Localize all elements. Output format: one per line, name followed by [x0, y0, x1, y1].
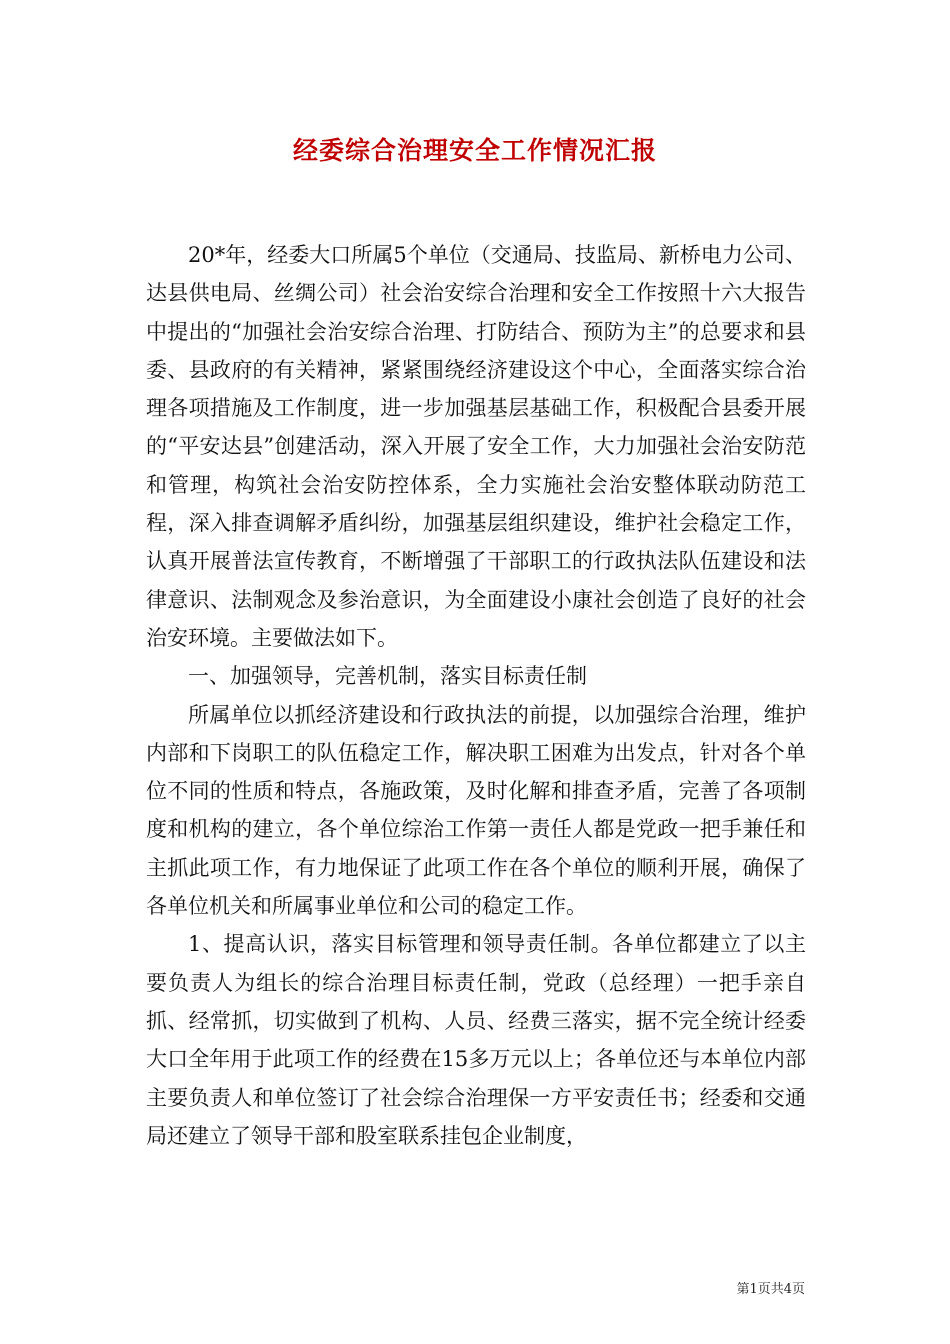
document-title: 经委综合治理安全工作情况汇报 — [292, 136, 657, 165]
paragraph-item-1: 1、提高认识，落实目标管理和领导责任制。各单位都建立了以主要负责人为组长的综合治理目标责任制，党政（总经理）一把手亲自抓、经常抓，切实做到了机构、人员、经费三落实，据不完全统计经委大口全年用于此项工作的经费在15多万元以上；各单位还与本单位内部主要负责人和单位签订了社会综合治理保一方平安责任书；经委和交通局还建立了领导干部和股室联系挂包企业制度， — [146, 932, 806, 1148]
paragraph-intro: 20*年，经委大口所属5个单位（交通局、技监局、新桥电力公司、达县供电局、丝绸公司）社会治安综合治理和安全工作按照十六大报告中提出的“加强社会治安综合治理、打防结合、预防为主”的总要求和县委、县政府的有关精神，紧紧围绕经济建设这个中心，全面落实综合治理各项措施及工作制度，进一步加强基层基础工作，积极配合县委开展的“平安达县”创建活动，深入开展了安全工作，大力加强社会治安防范和管理，构筑社会治安防控体系，全力实施社会治安整体联动防范工程，深入排查调解矛盾纠纷，加强基层组织建设，维护社会稳定工作，认真开展普法宣传教育，不断增强了干部职工的行政执法队伍建设和法律意识、法制观念及参治意识，为全面建设小康社会创造了良好的社会治安环境。主要做法如下。 — [146, 243, 806, 650]
paragraph-section-1: 所属单位以抓经济建设和行政执法的前提，以加强综合治理，维护内部和下岗职工的队伍稳定工作，解决职工困难为出发点，针对各个单位不同的性质和特点，各施政策，及时化解和排查矛盾，完善了各项制度和机构的建立，各个单位综治工作第一责任人都是党政一把手兼任和主抓此项工作，有力地保证了此项工作在各个单位的顺利开展，确保了各单位机关和所属事业单位和公司的稳定工作。 — [146, 702, 806, 919]
document-body — [146, 236, 806, 1155]
section-heading-1: 一、加强领导，完善机制，落实目标责任制 — [188, 664, 587, 689]
page-footer: 第1页共4页 — [736, 1282, 805, 1297]
